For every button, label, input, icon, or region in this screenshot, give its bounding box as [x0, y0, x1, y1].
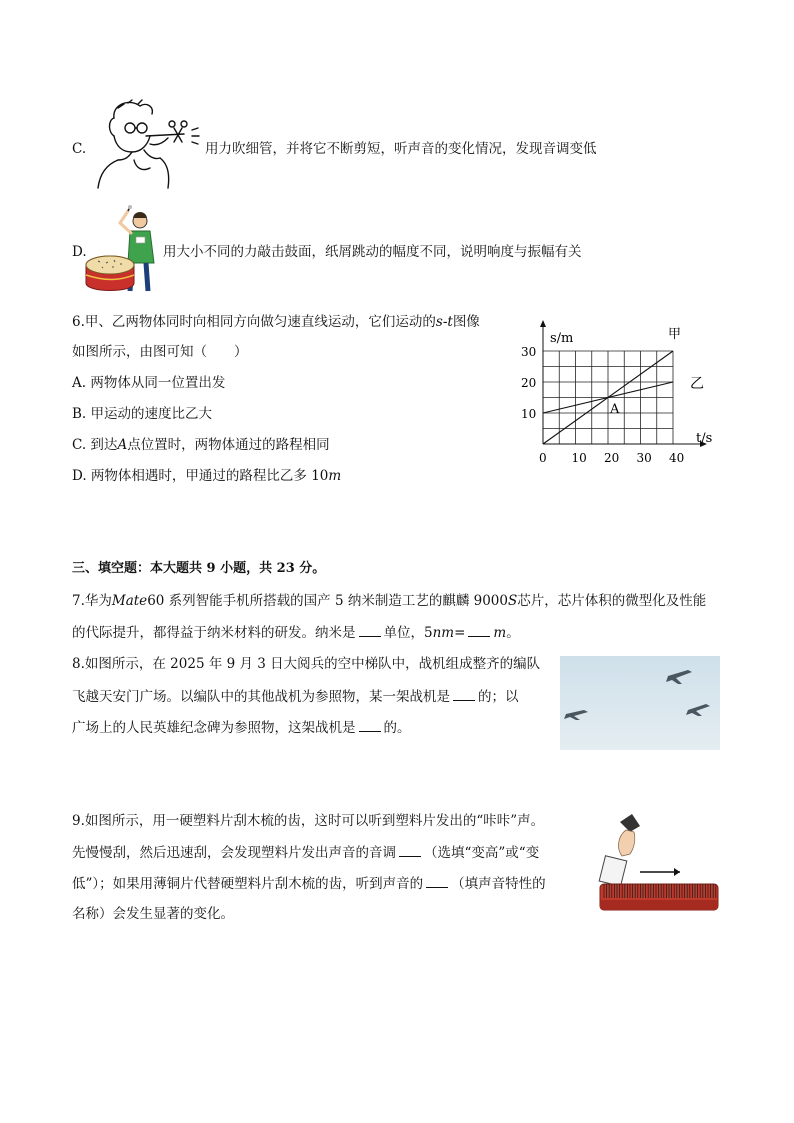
option-c-letter: C.	[72, 141, 87, 157]
y-axis-label: s/m	[550, 331, 574, 346]
q8-line3: 广场上的人民英雄纪念碑为参照物，这架战机是 的。	[72, 717, 411, 738]
section-3-header: 三、填空题：本大题共 9 小题，共 23 分。	[72, 561, 326, 576]
q7-blank-1[interactable]	[359, 622, 381, 637]
q7-blank-2[interactable]	[468, 622, 490, 637]
q8-blank-1[interactable]	[453, 686, 475, 701]
x-axis-label: t/s	[696, 431, 713, 446]
q6-stem-line1: 6.甲、乙两物体同时向相同方向做匀速直线运动，它们运动的s-t图像	[72, 314, 480, 330]
x-tick-label: 10	[571, 451, 587, 465]
q6-option-a: A. 两物体从同一位置出发	[72, 375, 226, 391]
option-c-text: 用力吹细管，并将它不断剪短，听声音的变化情况，发现音调变低	[205, 141, 597, 157]
x-tick-label: 20	[604, 451, 620, 465]
q6-stem-line2: 如图所示，由图可知（ ）	[72, 344, 248, 360]
q8-blank-2[interactable]	[359, 717, 381, 732]
x-tick-label: 0	[539, 451, 547, 465]
chart-ticks	[521, 345, 684, 465]
option-d-text: 用大小不同的力敲击鼓面，纸屑跳动的幅度不同，说明响度与振幅有关	[163, 244, 582, 260]
q9-line3: 低”）；如果用薄铜片代替硬塑料片刮木梳的齿，听到声音的 （填声音特性的	[72, 873, 546, 894]
series-label-yi: 乙	[690, 376, 704, 392]
fighter-jets-photo	[560, 656, 720, 750]
q6-option-c: C. 到达A点位置时，两物体通过的路程相同	[72, 437, 330, 453]
option-d-letter: D.	[72, 244, 87, 260]
series-label-jia: 甲	[668, 327, 682, 342]
s-t-graph	[510, 316, 720, 466]
boy-beating-drum-illustration	[84, 205, 166, 297]
q6-option-b: B. 甲运动的速度比乙大	[72, 406, 213, 422]
y-tick-label: 20	[521, 376, 537, 390]
comb-scraping-illustration	[596, 812, 722, 916]
q9-line4: 名称）会发生显著的变化。	[72, 906, 234, 922]
y-axis-arrow	[540, 320, 546, 327]
q9-blank-1[interactable]	[399, 842, 421, 857]
x-tick-label: 40	[669, 451, 685, 465]
q8-line2: 飞越天安门广场。以编队中的其他战机为参照物，某一架战机是 的；以	[72, 686, 519, 707]
q9-blank-2[interactable]	[426, 873, 448, 888]
y-tick-label: 10	[521, 407, 537, 421]
q9-line1: 9.如图所示，用一硬塑料片刮木梳的齿，这时可以听到塑料片发出的“咔咔”声。	[72, 813, 545, 829]
q7-line2: 的代际提升，都得益于纳米材料的研发。纳米是 单位，5nm= m。	[72, 622, 520, 643]
point-label-a: A	[610, 402, 620, 417]
man-blowing-straw-illustration	[84, 98, 206, 192]
y-tick-label: 30	[521, 345, 537, 359]
q8-line1: 8.如图所示，在 2025 年 9 月 3 日大阅兵的空中梯队中，战机组成整齐的编队	[72, 656, 541, 672]
x-tick-label: 30	[636, 451, 652, 465]
q6-option-d: D. 两物体相遇时，甲通过的路程比乙多 10m	[72, 468, 342, 484]
q9-line2: 先慢慢刮，然后迅速刮，会发现塑料片发出声音的音调 （选填“变高”或“变	[72, 842, 539, 863]
q7-line1: 7.华为Mate60 系列智能手机所搭载的国产 5 纳米制造工艺的麒麟 9000S芯片，芯片体积的微型化及性能	[72, 593, 707, 609]
